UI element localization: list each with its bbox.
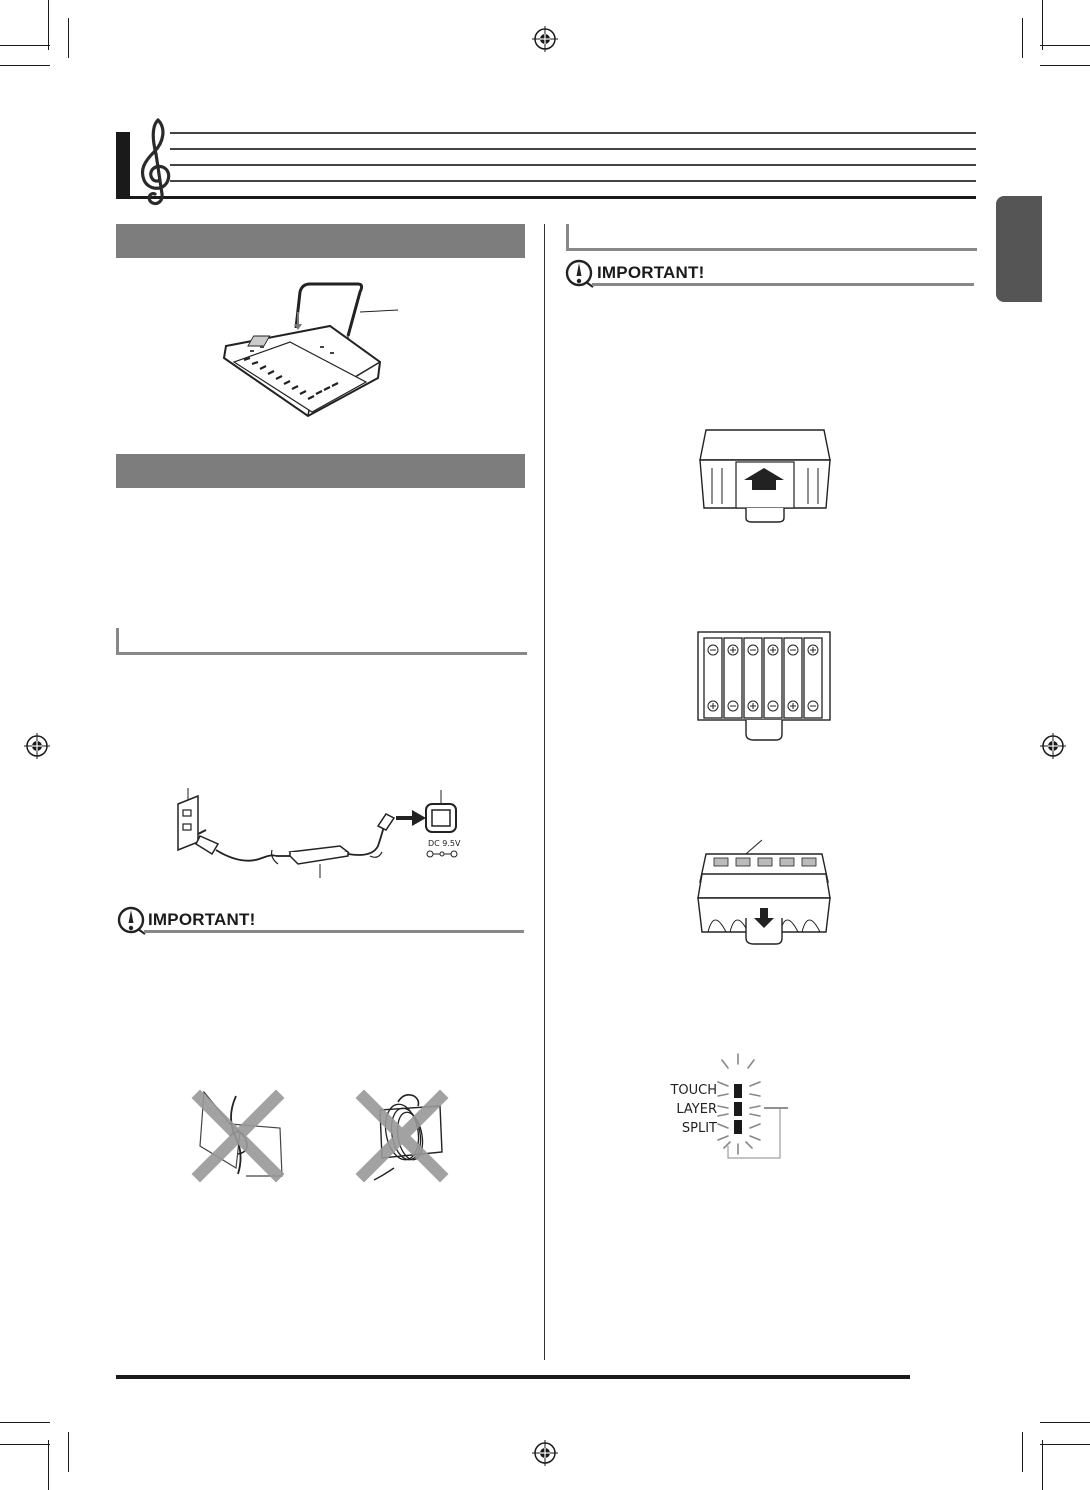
registration-target-top xyxy=(532,26,558,52)
footer-rule xyxy=(116,1375,910,1379)
staff-line xyxy=(170,132,976,134)
battery-cover-close-illustration xyxy=(696,838,832,946)
warning-exclamation-icon xyxy=(118,905,146,935)
ac-adapter-illustration xyxy=(172,786,472,882)
jack-voltage-label: DC 9.5V xyxy=(428,839,461,848)
crop-mark-bl-v xyxy=(68,1432,69,1472)
crop-mark-tl-h xyxy=(0,65,50,66)
treble-clef-icon xyxy=(136,114,176,210)
section-bar-power-supply xyxy=(116,454,525,488)
crop-mark-tr-v2 xyxy=(1042,0,1043,50)
important-label: IMPORTANT! xyxy=(597,263,705,282)
important-rule xyxy=(592,283,974,286)
registration-target-bottom xyxy=(532,1440,558,1466)
important-label: IMPORTANT! xyxy=(148,910,256,929)
crop-mark-br-h xyxy=(1040,1422,1090,1423)
crop-mark-tr-h xyxy=(1040,65,1090,66)
subsection-heading-adapter xyxy=(116,628,527,655)
lamp-label-layer: LAYER xyxy=(676,1102,717,1117)
section-bar-music-stand xyxy=(116,224,525,258)
do-not-wrap-cord-illustration xyxy=(354,1088,454,1184)
crop-mark-tr-h2 xyxy=(1040,45,1090,46)
do-not-bend-cord-illustration xyxy=(190,1088,290,1184)
battery-compartment-illustration xyxy=(696,630,832,744)
crop-mark-tl-h2 xyxy=(0,45,50,46)
staff-line xyxy=(170,164,976,166)
crop-mark-br-v2 xyxy=(1042,1440,1043,1490)
lamp-label-split: SPLIT xyxy=(681,1121,717,1136)
crop-mark-tl-v2 xyxy=(48,0,49,50)
battery-cover-open-illustration xyxy=(698,428,832,522)
side-tab xyxy=(996,196,1042,302)
subsection-heading-batteries xyxy=(566,224,977,251)
crop-mark-bl-h2 xyxy=(0,1444,50,1445)
warning-exclamation-icon xyxy=(566,258,594,288)
important-rule xyxy=(144,930,524,933)
staff-black-block xyxy=(116,132,130,198)
crop-mark-tr-v xyxy=(1022,18,1023,58)
registration-target-right xyxy=(1040,733,1066,759)
registration-target-left xyxy=(24,733,50,759)
staff-line xyxy=(170,180,976,182)
lamp-label-touch: TOUCH xyxy=(670,1083,717,1098)
crop-mark-br-v xyxy=(1022,1432,1023,1472)
blinking-lamps-icon xyxy=(716,1050,788,1162)
staff-line xyxy=(170,148,976,150)
crop-mark-br-h2 xyxy=(1040,1444,1090,1445)
crop-mark-bl-h xyxy=(0,1422,50,1423)
keyboard-music-stand-illustration xyxy=(220,280,410,430)
crop-mark-tl-v xyxy=(68,18,69,58)
staff-bottom-rule xyxy=(116,196,976,199)
crop-mark-bl-v2 xyxy=(48,1440,49,1490)
column-divider xyxy=(544,224,545,1360)
